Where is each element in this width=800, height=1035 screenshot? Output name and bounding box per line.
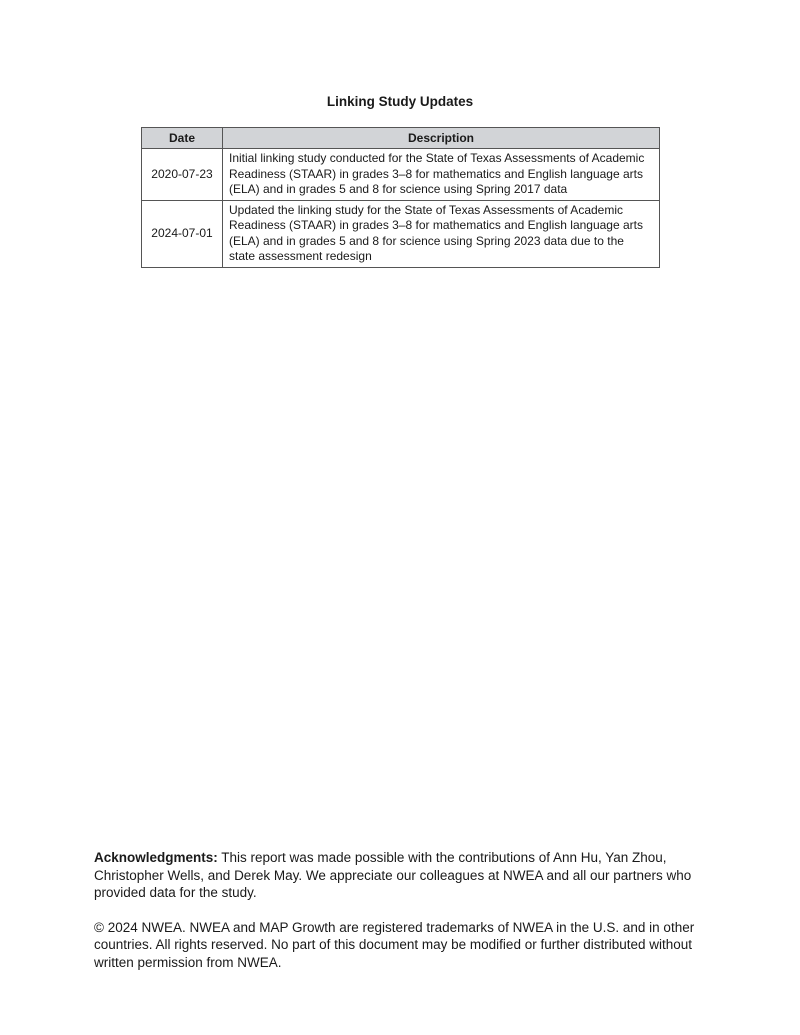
acknowledgments-text: This report was made possible with the contributions of Ann Hu, Yan Zhou, Christopher Wells, and Derek May. We appreciate our colleagues at NWEA and all our partners who provided data for the study. <box>94 850 692 900</box>
footer <box>94 849 706 971</box>
acknowledgments-paragraph <box>94 849 706 902</box>
linking-study-updates-table <box>141 127 660 268</box>
table-row <box>142 149 660 201</box>
row-description: Initial linking study conducted for the State of Texas Assessments of Academic Readiness (STAAR) in grades 3–8 for mathematics and English language arts (ELA) and in grades 5 and 8 for science using Spring 2017 data <box>223 149 660 201</box>
header-date: Date <box>142 128 223 149</box>
table-row <box>142 200 660 267</box>
table-title: Linking Study Updates <box>326 94 474 109</box>
acknowledgments-label: Acknowledgments: <box>94 850 218 865</box>
copyright-notice: © 2024 NWEA. NWEA and MAP Growth are registered trademarks of NWEA in the U.S. and in other countries. All rights reserved. No part of this document may be modified or further distributed without written permission from NWEA. <box>94 919 695 970</box>
table-header-row <box>142 128 660 149</box>
row-date: 2024-07-01 <box>142 200 223 267</box>
row-date: 2020-07-23 <box>142 149 223 201</box>
header-description: Description <box>223 128 660 149</box>
row-description: Updated the linking study for the State of Texas Assessments of Academic Readiness (STAAR) in grades 3–8 for mathematics and English language arts (ELA) and in grades 5 and 8 for science using Spring 2023 data due to the state assessment redesign <box>223 200 660 267</box>
